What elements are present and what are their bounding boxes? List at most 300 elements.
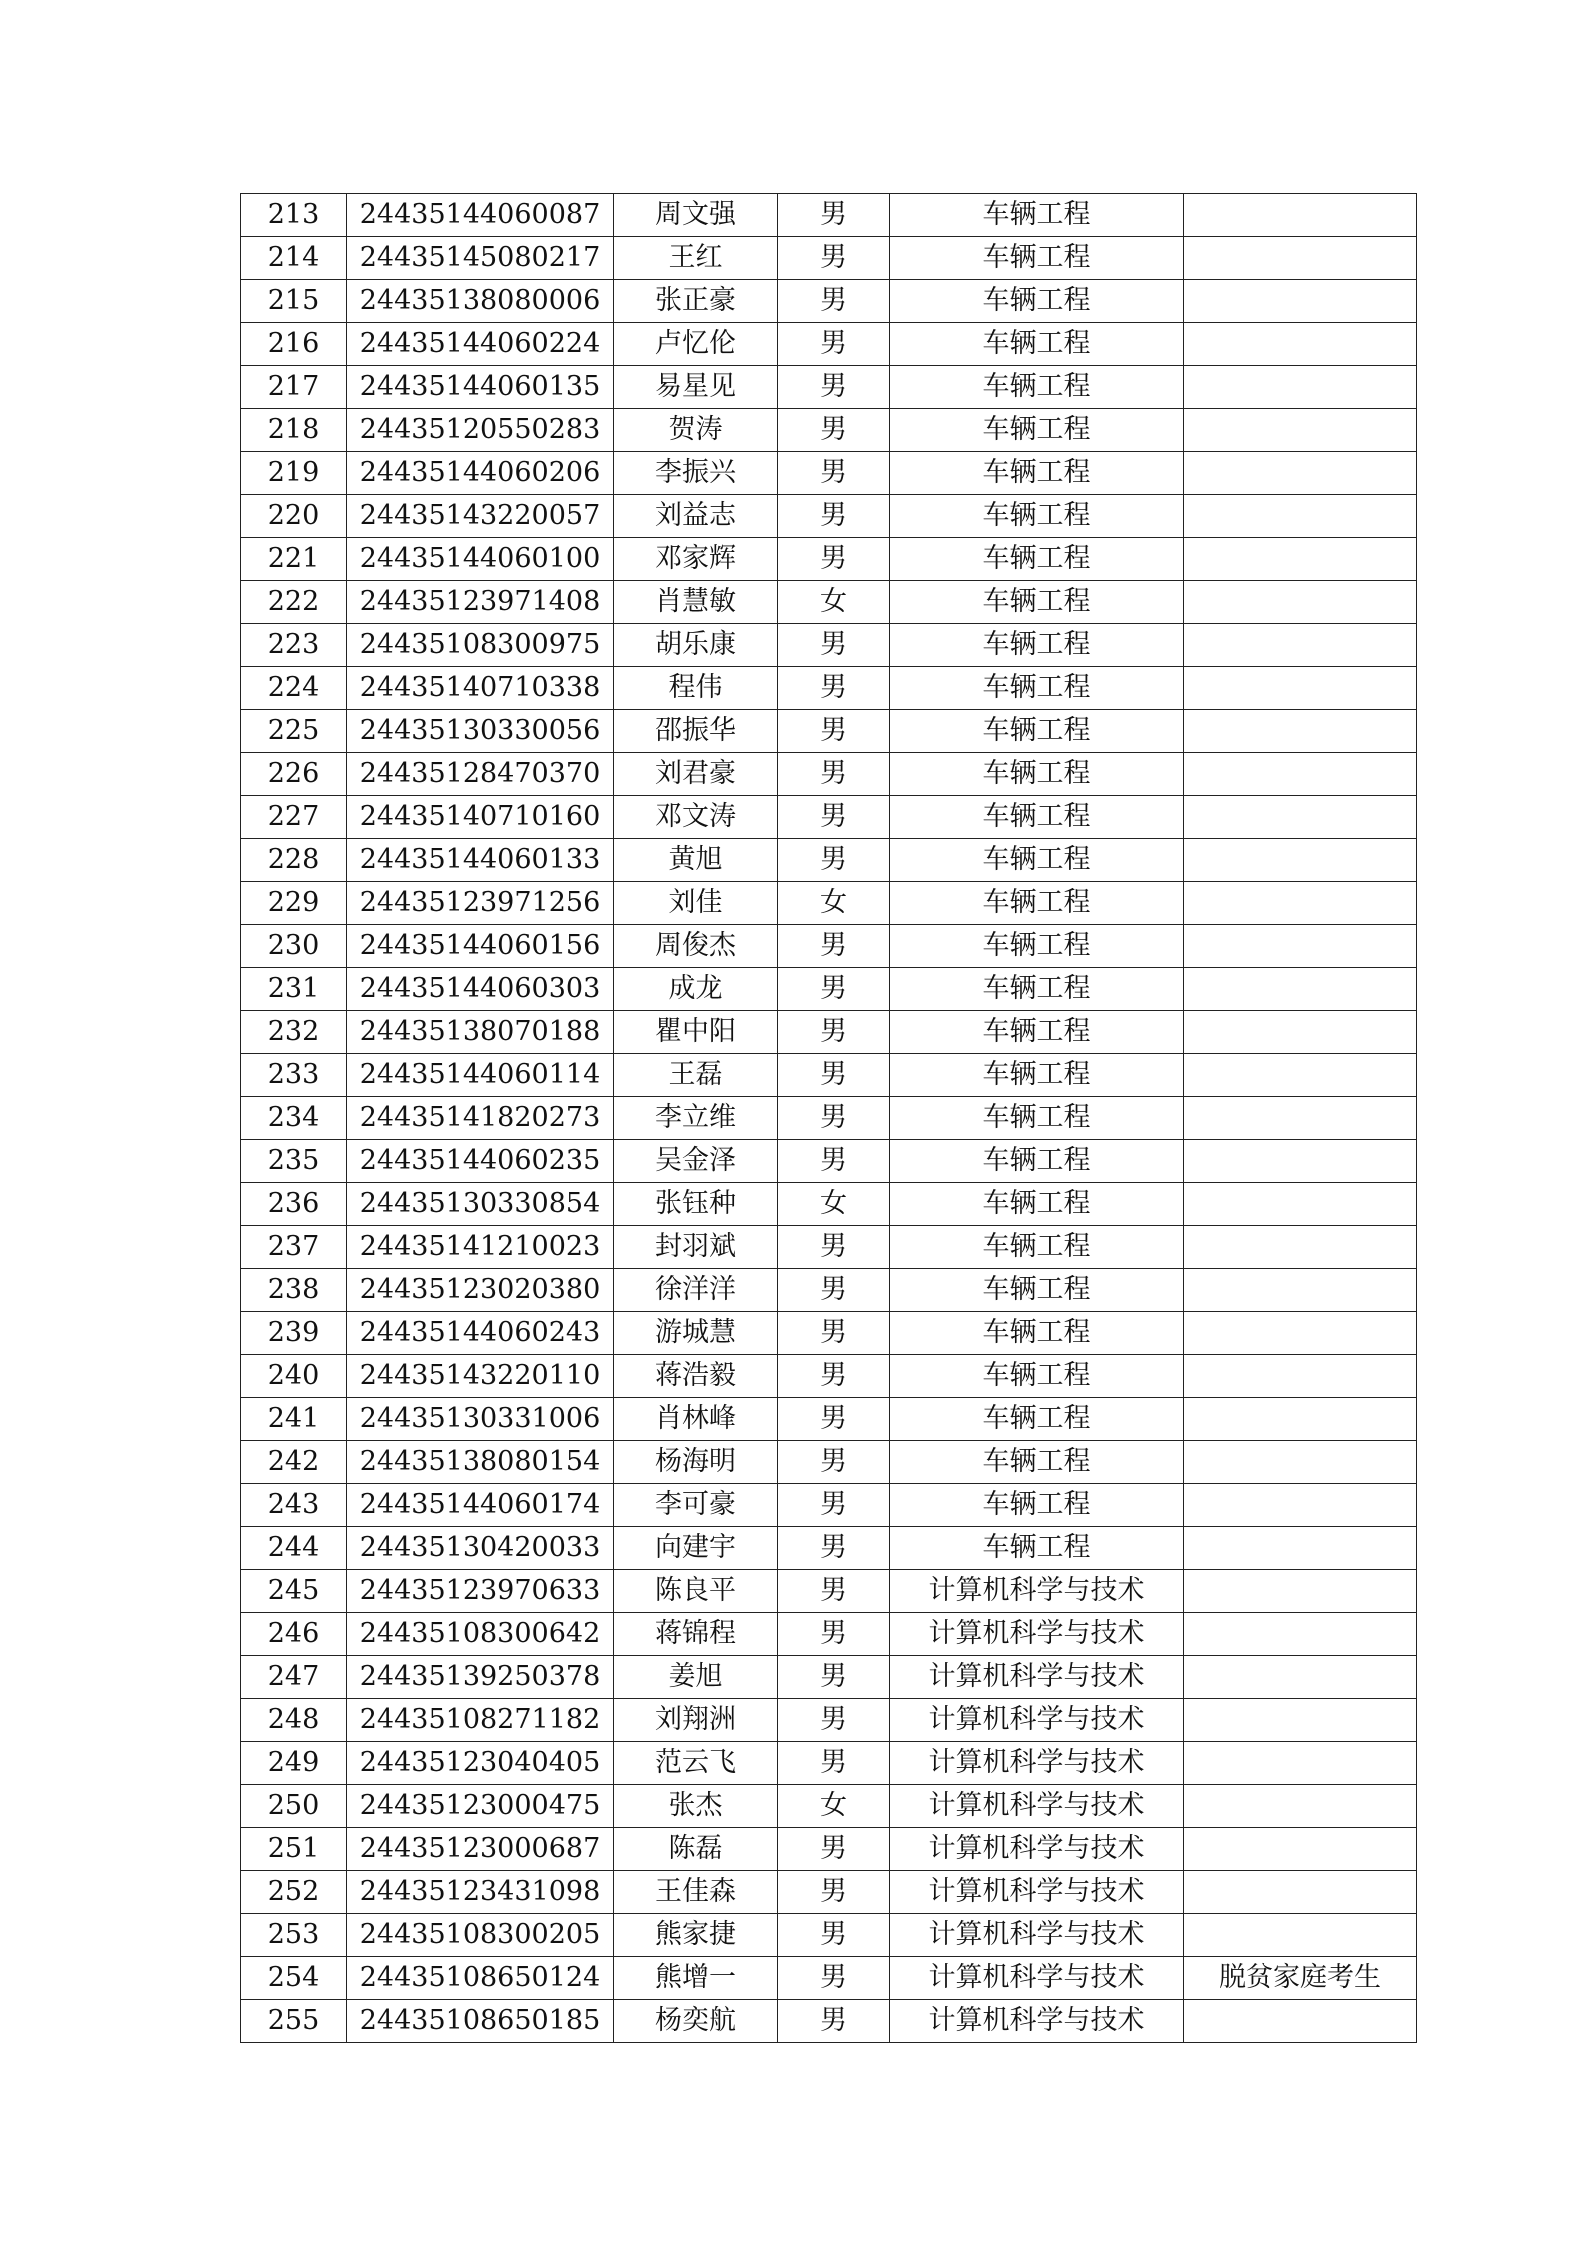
exam-id-cell: 24435144060303	[347, 968, 614, 1011]
exam-id-cell: 24435123020380	[347, 1269, 614, 1312]
row-number-cell: 217	[241, 366, 347, 409]
note-cell	[1184, 710, 1417, 753]
gender-cell: 男	[778, 1312, 890, 1355]
gender-cell: 男	[778, 1699, 890, 1742]
row-number-cell: 234	[241, 1097, 347, 1140]
major-cell: 车辆工程	[890, 1054, 1184, 1097]
note-cell	[1184, 1785, 1417, 1828]
note-cell	[1184, 1054, 1417, 1097]
exam-id-cell: 24435130420033	[347, 1527, 614, 1570]
note-cell	[1184, 495, 1417, 538]
table-row	[241, 1355, 1417, 1398]
table-row	[241, 1312, 1417, 1355]
gender-cell: 女	[778, 581, 890, 624]
table-row	[241, 1097, 1417, 1140]
note-cell	[1184, 1742, 1417, 1785]
note-cell	[1184, 581, 1417, 624]
gender-cell: 男	[778, 323, 890, 366]
note-cell	[1184, 796, 1417, 839]
table-row	[241, 1527, 1417, 1570]
gender-cell: 女	[778, 1183, 890, 1226]
gender-cell: 男	[778, 796, 890, 839]
major-cell: 计算机科学与技术	[890, 1570, 1184, 1613]
student-name-cell: 周俊杰	[614, 925, 778, 968]
exam-id-cell: 24435144060133	[347, 839, 614, 882]
row-number-cell: 239	[241, 1312, 347, 1355]
table-row	[241, 1269, 1417, 1312]
gender-cell: 男	[778, 1828, 890, 1871]
note-cell	[1184, 1355, 1417, 1398]
table-row	[241, 2000, 1417, 2043]
gender-cell: 男	[778, 1140, 890, 1183]
major-cell: 车辆工程	[890, 968, 1184, 1011]
gender-cell: 男	[778, 1484, 890, 1527]
exam-id-cell: 24435145080217	[347, 237, 614, 280]
note-cell	[1184, 624, 1417, 667]
table-row	[241, 1484, 1417, 1527]
table-row	[241, 1656, 1417, 1699]
student-name-cell: 范云飞	[614, 1742, 778, 1785]
row-number-cell: 213	[241, 194, 347, 237]
table-row	[241, 667, 1417, 710]
note-cell	[1184, 1269, 1417, 1312]
gender-cell: 女	[778, 882, 890, 925]
gender-cell: 男	[778, 409, 890, 452]
table-row	[241, 1957, 1417, 2000]
roster-body	[241, 194, 1417, 2043]
gender-cell: 男	[778, 452, 890, 495]
student-name-cell: 刘佳	[614, 882, 778, 925]
note-cell	[1184, 1613, 1417, 1656]
student-name-cell: 周文强	[614, 194, 778, 237]
exam-id-cell: 24435144060235	[347, 1140, 614, 1183]
student-name-cell: 张钰种	[614, 1183, 778, 1226]
note-cell	[1184, 1226, 1417, 1269]
note-cell	[1184, 753, 1417, 796]
student-name-cell: 王磊	[614, 1054, 778, 1097]
note-cell	[1184, 1527, 1417, 1570]
note-cell	[1184, 1828, 1417, 1871]
student-name-cell: 王佳森	[614, 1871, 778, 1914]
row-number-cell: 245	[241, 1570, 347, 1613]
major-cell: 车辆工程	[890, 839, 1184, 882]
row-number-cell: 253	[241, 1914, 347, 1957]
table-row	[241, 366, 1417, 409]
table-row	[241, 1183, 1417, 1226]
row-number-cell: 242	[241, 1441, 347, 1484]
major-cell: 车辆工程	[890, 667, 1184, 710]
exam-id-cell: 24435123000475	[347, 1785, 614, 1828]
major-cell: 计算机科学与技术	[890, 1785, 1184, 1828]
table-row	[241, 409, 1417, 452]
note-cell	[1184, 839, 1417, 882]
table-row	[241, 1398, 1417, 1441]
student-name-cell: 李可豪	[614, 1484, 778, 1527]
table-row	[241, 1226, 1417, 1269]
gender-cell: 男	[778, 968, 890, 1011]
major-cell: 车辆工程	[890, 882, 1184, 925]
row-number-cell: 237	[241, 1226, 347, 1269]
exam-id-cell: 24435123971408	[347, 581, 614, 624]
exam-id-cell: 24435123431098	[347, 1871, 614, 1914]
row-number-cell: 228	[241, 839, 347, 882]
student-name-cell: 邓家辉	[614, 538, 778, 581]
exam-id-cell: 24435108300205	[347, 1914, 614, 1957]
table-row	[241, 323, 1417, 366]
exam-id-cell: 24435138070188	[347, 1011, 614, 1054]
row-number-cell: 250	[241, 1785, 347, 1828]
table-row	[241, 624, 1417, 667]
exam-id-cell: 24435108300975	[347, 624, 614, 667]
table-row	[241, 1828, 1417, 1871]
major-cell: 车辆工程	[890, 237, 1184, 280]
student-roster-table	[240, 193, 1417, 2043]
major-cell: 计算机科学与技术	[890, 1957, 1184, 2000]
major-cell: 计算机科学与技术	[890, 1828, 1184, 1871]
exam-id-cell: 24435144060156	[347, 925, 614, 968]
student-name-cell: 刘翔洲	[614, 1699, 778, 1742]
table-row	[241, 1742, 1417, 1785]
student-name-cell: 封羽斌	[614, 1226, 778, 1269]
table-row	[241, 925, 1417, 968]
row-number-cell: 221	[241, 538, 347, 581]
gender-cell: 男	[778, 925, 890, 968]
row-number-cell: 251	[241, 1828, 347, 1871]
gender-cell: 女	[778, 1785, 890, 1828]
student-name-cell: 游城慧	[614, 1312, 778, 1355]
major-cell: 车辆工程	[890, 538, 1184, 581]
note-cell	[1184, 968, 1417, 1011]
table-row	[241, 710, 1417, 753]
row-number-cell: 231	[241, 968, 347, 1011]
row-number-cell: 226	[241, 753, 347, 796]
major-cell: 车辆工程	[890, 624, 1184, 667]
table-row	[241, 1140, 1417, 1183]
student-name-cell: 贺涛	[614, 409, 778, 452]
student-name-cell: 蒋锦程	[614, 1613, 778, 1656]
row-number-cell: 229	[241, 882, 347, 925]
exam-id-cell: 24435130330056	[347, 710, 614, 753]
gender-cell: 男	[778, 1355, 890, 1398]
exam-id-cell: 24435143220057	[347, 495, 614, 538]
major-cell: 车辆工程	[890, 753, 1184, 796]
table-row	[241, 753, 1417, 796]
exam-id-cell: 24435141820273	[347, 1097, 614, 1140]
major-cell: 计算机科学与技术	[890, 1742, 1184, 1785]
row-number-cell: 240	[241, 1355, 347, 1398]
exam-id-cell: 24435138080154	[347, 1441, 614, 1484]
row-number-cell: 233	[241, 1054, 347, 1097]
exam-id-cell: 24435108271182	[347, 1699, 614, 1742]
note-cell	[1184, 667, 1417, 710]
student-name-cell: 胡乐康	[614, 624, 778, 667]
row-number-cell: 246	[241, 1613, 347, 1656]
table-row	[241, 280, 1417, 323]
table-row	[241, 1613, 1417, 1656]
major-cell: 计算机科学与技术	[890, 1699, 1184, 1742]
gender-cell: 男	[778, 624, 890, 667]
table-row	[241, 1054, 1417, 1097]
student-name-cell: 李立维	[614, 1097, 778, 1140]
note-cell	[1184, 1484, 1417, 1527]
major-cell: 计算机科学与技术	[890, 1613, 1184, 1656]
exam-id-cell: 24435144060114	[347, 1054, 614, 1097]
exam-id-cell: 24435141210023	[347, 1226, 614, 1269]
exam-id-cell: 24435144060100	[347, 538, 614, 581]
major-cell: 计算机科学与技术	[890, 1914, 1184, 1957]
major-cell: 车辆工程	[890, 452, 1184, 495]
table-row	[241, 452, 1417, 495]
major-cell: 车辆工程	[890, 409, 1184, 452]
table-row	[241, 1699, 1417, 1742]
row-number-cell: 254	[241, 1957, 347, 2000]
major-cell: 车辆工程	[890, 1355, 1184, 1398]
note-cell	[1184, 280, 1417, 323]
gender-cell: 男	[778, 1011, 890, 1054]
major-cell: 车辆工程	[890, 925, 1184, 968]
student-name-cell: 肖慧敏	[614, 581, 778, 624]
major-cell: 车辆工程	[890, 1527, 1184, 1570]
major-cell: 计算机科学与技术	[890, 2000, 1184, 2043]
table-row	[241, 1441, 1417, 1484]
exam-id-cell: 24435140710160	[347, 796, 614, 839]
gender-cell: 男	[778, 1613, 890, 1656]
student-name-cell: 程伟	[614, 667, 778, 710]
row-number-cell: 218	[241, 409, 347, 452]
row-number-cell: 235	[241, 1140, 347, 1183]
major-cell: 车辆工程	[890, 581, 1184, 624]
note-cell	[1184, 409, 1417, 452]
major-cell: 计算机科学与技术	[890, 1656, 1184, 1699]
note-cell	[1184, 194, 1417, 237]
student-name-cell: 熊增一	[614, 1957, 778, 2000]
note-cell	[1184, 1140, 1417, 1183]
exam-id-cell: 24435143220110	[347, 1355, 614, 1398]
table-row	[241, 538, 1417, 581]
major-cell: 车辆工程	[890, 280, 1184, 323]
note-cell	[1184, 1699, 1417, 1742]
gender-cell: 男	[778, 1398, 890, 1441]
table-row	[241, 1871, 1417, 1914]
student-name-cell: 邵振华	[614, 710, 778, 753]
major-cell: 车辆工程	[890, 323, 1184, 366]
student-name-cell: 李振兴	[614, 452, 778, 495]
gender-cell: 男	[778, 1871, 890, 1914]
student-name-cell: 张正豪	[614, 280, 778, 323]
gender-cell: 男	[778, 237, 890, 280]
row-number-cell: 222	[241, 581, 347, 624]
student-name-cell: 吴金泽	[614, 1140, 778, 1183]
row-number-cell: 244	[241, 1527, 347, 1570]
student-name-cell: 刘益志	[614, 495, 778, 538]
table-row	[241, 1785, 1417, 1828]
row-number-cell: 252	[241, 1871, 347, 1914]
major-cell: 车辆工程	[890, 1011, 1184, 1054]
row-number-cell: 227	[241, 796, 347, 839]
student-name-cell: 肖林峰	[614, 1398, 778, 1441]
student-name-cell: 杨奕航	[614, 2000, 778, 2043]
major-cell: 车辆工程	[890, 1398, 1184, 1441]
exam-id-cell: 24435108650124	[347, 1957, 614, 2000]
student-name-cell: 陈良平	[614, 1570, 778, 1613]
exam-id-cell: 24435108650185	[347, 2000, 614, 2043]
student-name-cell: 熊家捷	[614, 1914, 778, 1957]
row-number-cell: 236	[241, 1183, 347, 1226]
major-cell: 车辆工程	[890, 796, 1184, 839]
major-cell: 车辆工程	[890, 1183, 1184, 1226]
note-cell	[1184, 1656, 1417, 1699]
student-name-cell: 徐洋洋	[614, 1269, 778, 1312]
major-cell: 车辆工程	[890, 1312, 1184, 1355]
student-name-cell: 邓文涛	[614, 796, 778, 839]
gender-cell: 男	[778, 194, 890, 237]
note-cell	[1184, 1871, 1417, 1914]
student-name-cell: 卢忆伦	[614, 323, 778, 366]
student-name-cell: 陈磊	[614, 1828, 778, 1871]
gender-cell: 男	[778, 1269, 890, 1312]
student-name-cell: 张杰	[614, 1785, 778, 1828]
major-cell: 车辆工程	[890, 366, 1184, 409]
exam-id-cell: 24435144060174	[347, 1484, 614, 1527]
major-cell: 车辆工程	[890, 1226, 1184, 1269]
row-number-cell: 255	[241, 2000, 347, 2043]
gender-cell: 男	[778, 1570, 890, 1613]
gender-cell: 男	[778, 1226, 890, 1269]
gender-cell: 男	[778, 753, 890, 796]
table-row	[241, 1914, 1417, 1957]
student-name-cell: 易星见	[614, 366, 778, 409]
table-row	[241, 882, 1417, 925]
table-row	[241, 1570, 1417, 1613]
student-name-cell: 向建宇	[614, 1527, 778, 1570]
gender-cell: 男	[778, 366, 890, 409]
row-number-cell: 249	[241, 1742, 347, 1785]
exam-id-cell: 24435130331006	[347, 1398, 614, 1441]
gender-cell: 男	[778, 710, 890, 753]
note-cell	[1184, 2000, 1417, 2043]
gender-cell: 男	[778, 1914, 890, 1957]
note-cell	[1184, 1441, 1417, 1484]
gender-cell: 男	[778, 1656, 890, 1699]
gender-cell: 男	[778, 538, 890, 581]
major-cell: 车辆工程	[890, 194, 1184, 237]
gender-cell: 男	[778, 1957, 890, 2000]
major-cell: 车辆工程	[890, 1097, 1184, 1140]
gender-cell: 男	[778, 1054, 890, 1097]
exam-id-cell: 24435144060243	[347, 1312, 614, 1355]
note-cell	[1184, 1914, 1417, 1957]
note-cell	[1184, 882, 1417, 925]
table-row	[241, 237, 1417, 280]
exam-id-cell: 24435123000687	[347, 1828, 614, 1871]
table-row	[241, 796, 1417, 839]
student-name-cell: 刘君豪	[614, 753, 778, 796]
row-number-cell: 219	[241, 452, 347, 495]
row-number-cell: 243	[241, 1484, 347, 1527]
note-cell	[1184, 237, 1417, 280]
exam-id-cell: 24435123040405	[347, 1742, 614, 1785]
table-row	[241, 839, 1417, 882]
note-cell	[1184, 1570, 1417, 1613]
note-cell	[1184, 1312, 1417, 1355]
gender-cell: 男	[778, 1097, 890, 1140]
exam-id-cell: 24435123970633	[347, 1570, 614, 1613]
row-number-cell: 230	[241, 925, 347, 968]
row-number-cell: 241	[241, 1398, 347, 1441]
table-row	[241, 194, 1417, 237]
row-number-cell: 216	[241, 323, 347, 366]
gender-cell: 男	[778, 2000, 890, 2043]
major-cell: 车辆工程	[890, 710, 1184, 753]
note-cell	[1184, 1097, 1417, 1140]
student-name-cell: 黄旭	[614, 839, 778, 882]
exam-id-cell: 24435144060087	[347, 194, 614, 237]
note-cell: 脱贫家庭考生	[1184, 1957, 1417, 2000]
table-row	[241, 1011, 1417, 1054]
exam-id-cell: 24435108300642	[347, 1613, 614, 1656]
gender-cell: 男	[778, 1527, 890, 1570]
exam-id-cell: 24435144060224	[347, 323, 614, 366]
student-name-cell: 杨海明	[614, 1441, 778, 1484]
note-cell	[1184, 1398, 1417, 1441]
gender-cell: 男	[778, 1441, 890, 1484]
note-cell	[1184, 366, 1417, 409]
note-cell	[1184, 538, 1417, 581]
gender-cell: 男	[778, 839, 890, 882]
row-number-cell: 238	[241, 1269, 347, 1312]
exam-id-cell: 24435138080006	[347, 280, 614, 323]
note-cell	[1184, 323, 1417, 366]
student-name-cell: 成龙	[614, 968, 778, 1011]
row-number-cell: 223	[241, 624, 347, 667]
exam-id-cell: 24435139250378	[347, 1656, 614, 1699]
note-cell	[1184, 1011, 1417, 1054]
gender-cell: 男	[778, 280, 890, 323]
exam-id-cell: 24435140710338	[347, 667, 614, 710]
exam-id-cell: 24435128470370	[347, 753, 614, 796]
row-number-cell: 232	[241, 1011, 347, 1054]
table-row	[241, 968, 1417, 1011]
exam-id-cell: 24435144060135	[347, 366, 614, 409]
row-number-cell: 215	[241, 280, 347, 323]
student-name-cell: 王红	[614, 237, 778, 280]
exam-id-cell: 24435123971256	[347, 882, 614, 925]
row-number-cell: 220	[241, 495, 347, 538]
note-cell	[1184, 452, 1417, 495]
student-name-cell: 瞿中阳	[614, 1011, 778, 1054]
gender-cell: 男	[778, 667, 890, 710]
gender-cell: 男	[778, 1742, 890, 1785]
table-row	[241, 581, 1417, 624]
major-cell: 车辆工程	[890, 495, 1184, 538]
table-row	[241, 495, 1417, 538]
exam-id-cell: 24435130330854	[347, 1183, 614, 1226]
note-cell	[1184, 1183, 1417, 1226]
row-number-cell: 225	[241, 710, 347, 753]
major-cell: 车辆工程	[890, 1269, 1184, 1312]
note-cell	[1184, 925, 1417, 968]
major-cell: 车辆工程	[890, 1140, 1184, 1183]
major-cell: 车辆工程	[890, 1441, 1184, 1484]
gender-cell: 男	[778, 495, 890, 538]
row-number-cell: 248	[241, 1699, 347, 1742]
row-number-cell: 247	[241, 1656, 347, 1699]
exam-id-cell: 24435144060206	[347, 452, 614, 495]
exam-id-cell: 24435120550283	[347, 409, 614, 452]
student-name-cell: 蒋浩毅	[614, 1355, 778, 1398]
student-name-cell: 姜旭	[614, 1656, 778, 1699]
major-cell: 计算机科学与技术	[890, 1871, 1184, 1914]
